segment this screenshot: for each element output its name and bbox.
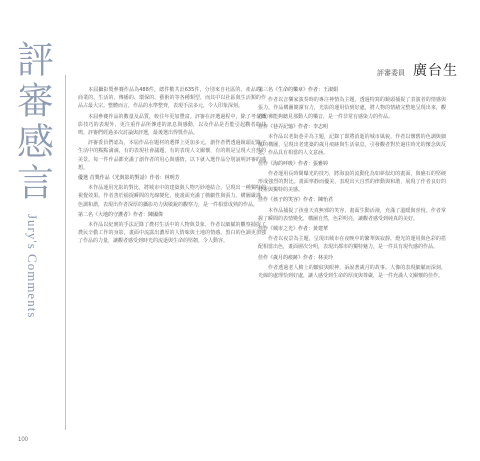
award-heading: 第二名《大地的守護者》作者：陳國偉 (78, 211, 164, 218)
vertical-divider (65, 75, 66, 430)
award-heading: 優選 首獎作品《光與影的對話》作者：林明芳 (78, 175, 180, 182)
text-column-right (258, 86, 446, 282)
award-comment: 本作品運用光影的對比，將城市中的建築與人物巧妙地結合，呈現出一種獨特的視覺效果。作者善於捕捉瞬間的光線變化，使畫面充滿了戲劇性與張力。構圖嚴謹，色調和諧，表現出作者深厚的攝影功力與敏銳的觀察力，是一件相當成熟的作品。 (78, 185, 266, 208)
award-comment: 本作品以老街巷弄為主題，記錄了即將消逝的城市風貌。作者以懷舊的色調與細膩的構圖，呈現出老建築的歲月痕跡與生活氣息，引發觀者對於過往時光的懷念與反思，作品具有相當的人文意涵。 (258, 134, 446, 157)
award-comment: 作者以音樂家演奏時的專注神情為主題，透過特寫的鏡頭捕捉了表演者的情感與張力。作品構圖簡潔有力，光影的運用恰到好處，將人物的情緒完整地呈現出來，觀者彷彿能夠聽見那動人的樂音，是一件非常有感染力的作品。 (258, 97, 446, 120)
award-comment: 本作品以紀實的手法記錄了農村生活中的人物與景象，作者以細膩的觀察捕捉了農民辛勤工作的身影，畫面中流露出濃厚的人情味與土地的情感。黑白的色調更加強了作品的力量，讓觀者感受到時光的流逝與生命的堅韌，令人動容。 (78, 222, 266, 245)
judge-header (377, 60, 458, 80)
section-title (12, 40, 52, 318)
award-comment: 本作品捕捉了孩童天真無邪的笑容，畫面生動活潑，充滿了溫暖與喜悅。作者掌握了瞬間的表情變化，構圖自然，色彩明亮，讓觀者感受到純真的美好。 (258, 207, 446, 222)
intro-paragraph: 本屆攝影獎參賽作品為488件，總件數共計635件，分別來自社區的、產品的、商業的、生活的、傳播的、環保的、藝術的等各種類型，而其中以社區與生活類的作品占最大宗。整體而言，作品的水準整齊，表現手法多元，令人印象深刻。 (78, 87, 266, 110)
section-title-english: Jury's Comments (25, 214, 40, 319)
award-heading: 佳作《歲月的痕跡》作者：林美玲 (258, 254, 334, 261)
award-heading: 佳作《海的呼吸》作者：張雅婷 (258, 160, 329, 167)
award-comment: 作者以夜景為主題，呈現出城市在夜晚中的繁華與寂靜。燈光的運用與色彩的搭配相當出色，畫面層次分明，表現出都市的獨特魅力，是一件具有現代感的作品。 (258, 236, 446, 251)
award-comment: 作者運用長時間曝光的技巧，將海浪的流動化為如夢似幻的畫面，與礁石的堅硬形成強烈的對比。畫面寧靜而優美，表現出大自然的律動與和諧，展現了作者良好的技術與獨特的美感。 (258, 170, 446, 194)
award-comment: 作者透過老人臉上的皺紋與眼神，訴說著歲月的故事。人像的表現細膩而深刻，光線的處理恰到好處，讓人感受到生命的厚度與尊嚴，是一件充滿人文關懷的佳作。 (258, 264, 446, 280)
award-heading: 第三名《生命的樂章》作者：王淑娟 (258, 87, 339, 93)
section-title-chinese: 評審感言 (10, 40, 54, 204)
award-heading: 佳作《巷弄記憶》作者：李志明 (258, 123, 329, 130)
intro-paragraph: 本屆參賽作品的數量及品質，較往年更加豐富。評審在評選過程中，除了考量攝影技巧的表現外，更注重作品所傳達的訊息與感動，以及作品是否能引起觀者的共鳴。評審們經過多次討論與評選，最後選出得獎作品。 (78, 113, 266, 137)
award-heading: 佳作《城市之光》作者：黃建華 (258, 226, 329, 233)
award-heading: 佳作《孩子的笑容》作者：陳怡君 (258, 197, 334, 204)
intro-paragraph: 評審委員們認為，本屆作品在題材的選擇上更加多元，創作者們透過鏡頭記錄了生活中的點點滴滴，有的表現社會議題，有的表現人文關懷，有的則是呈現大自然的美景，每一件作品都充滿了創作者的用心與感情。以下就入選作品分別說明評審的感想。 (78, 140, 266, 171)
judge-role: 評審委員 (377, 69, 405, 77)
text-column-left (78, 86, 266, 248)
page-number: 100 (18, 437, 29, 443)
judge-name: 廣台生 (413, 63, 458, 79)
